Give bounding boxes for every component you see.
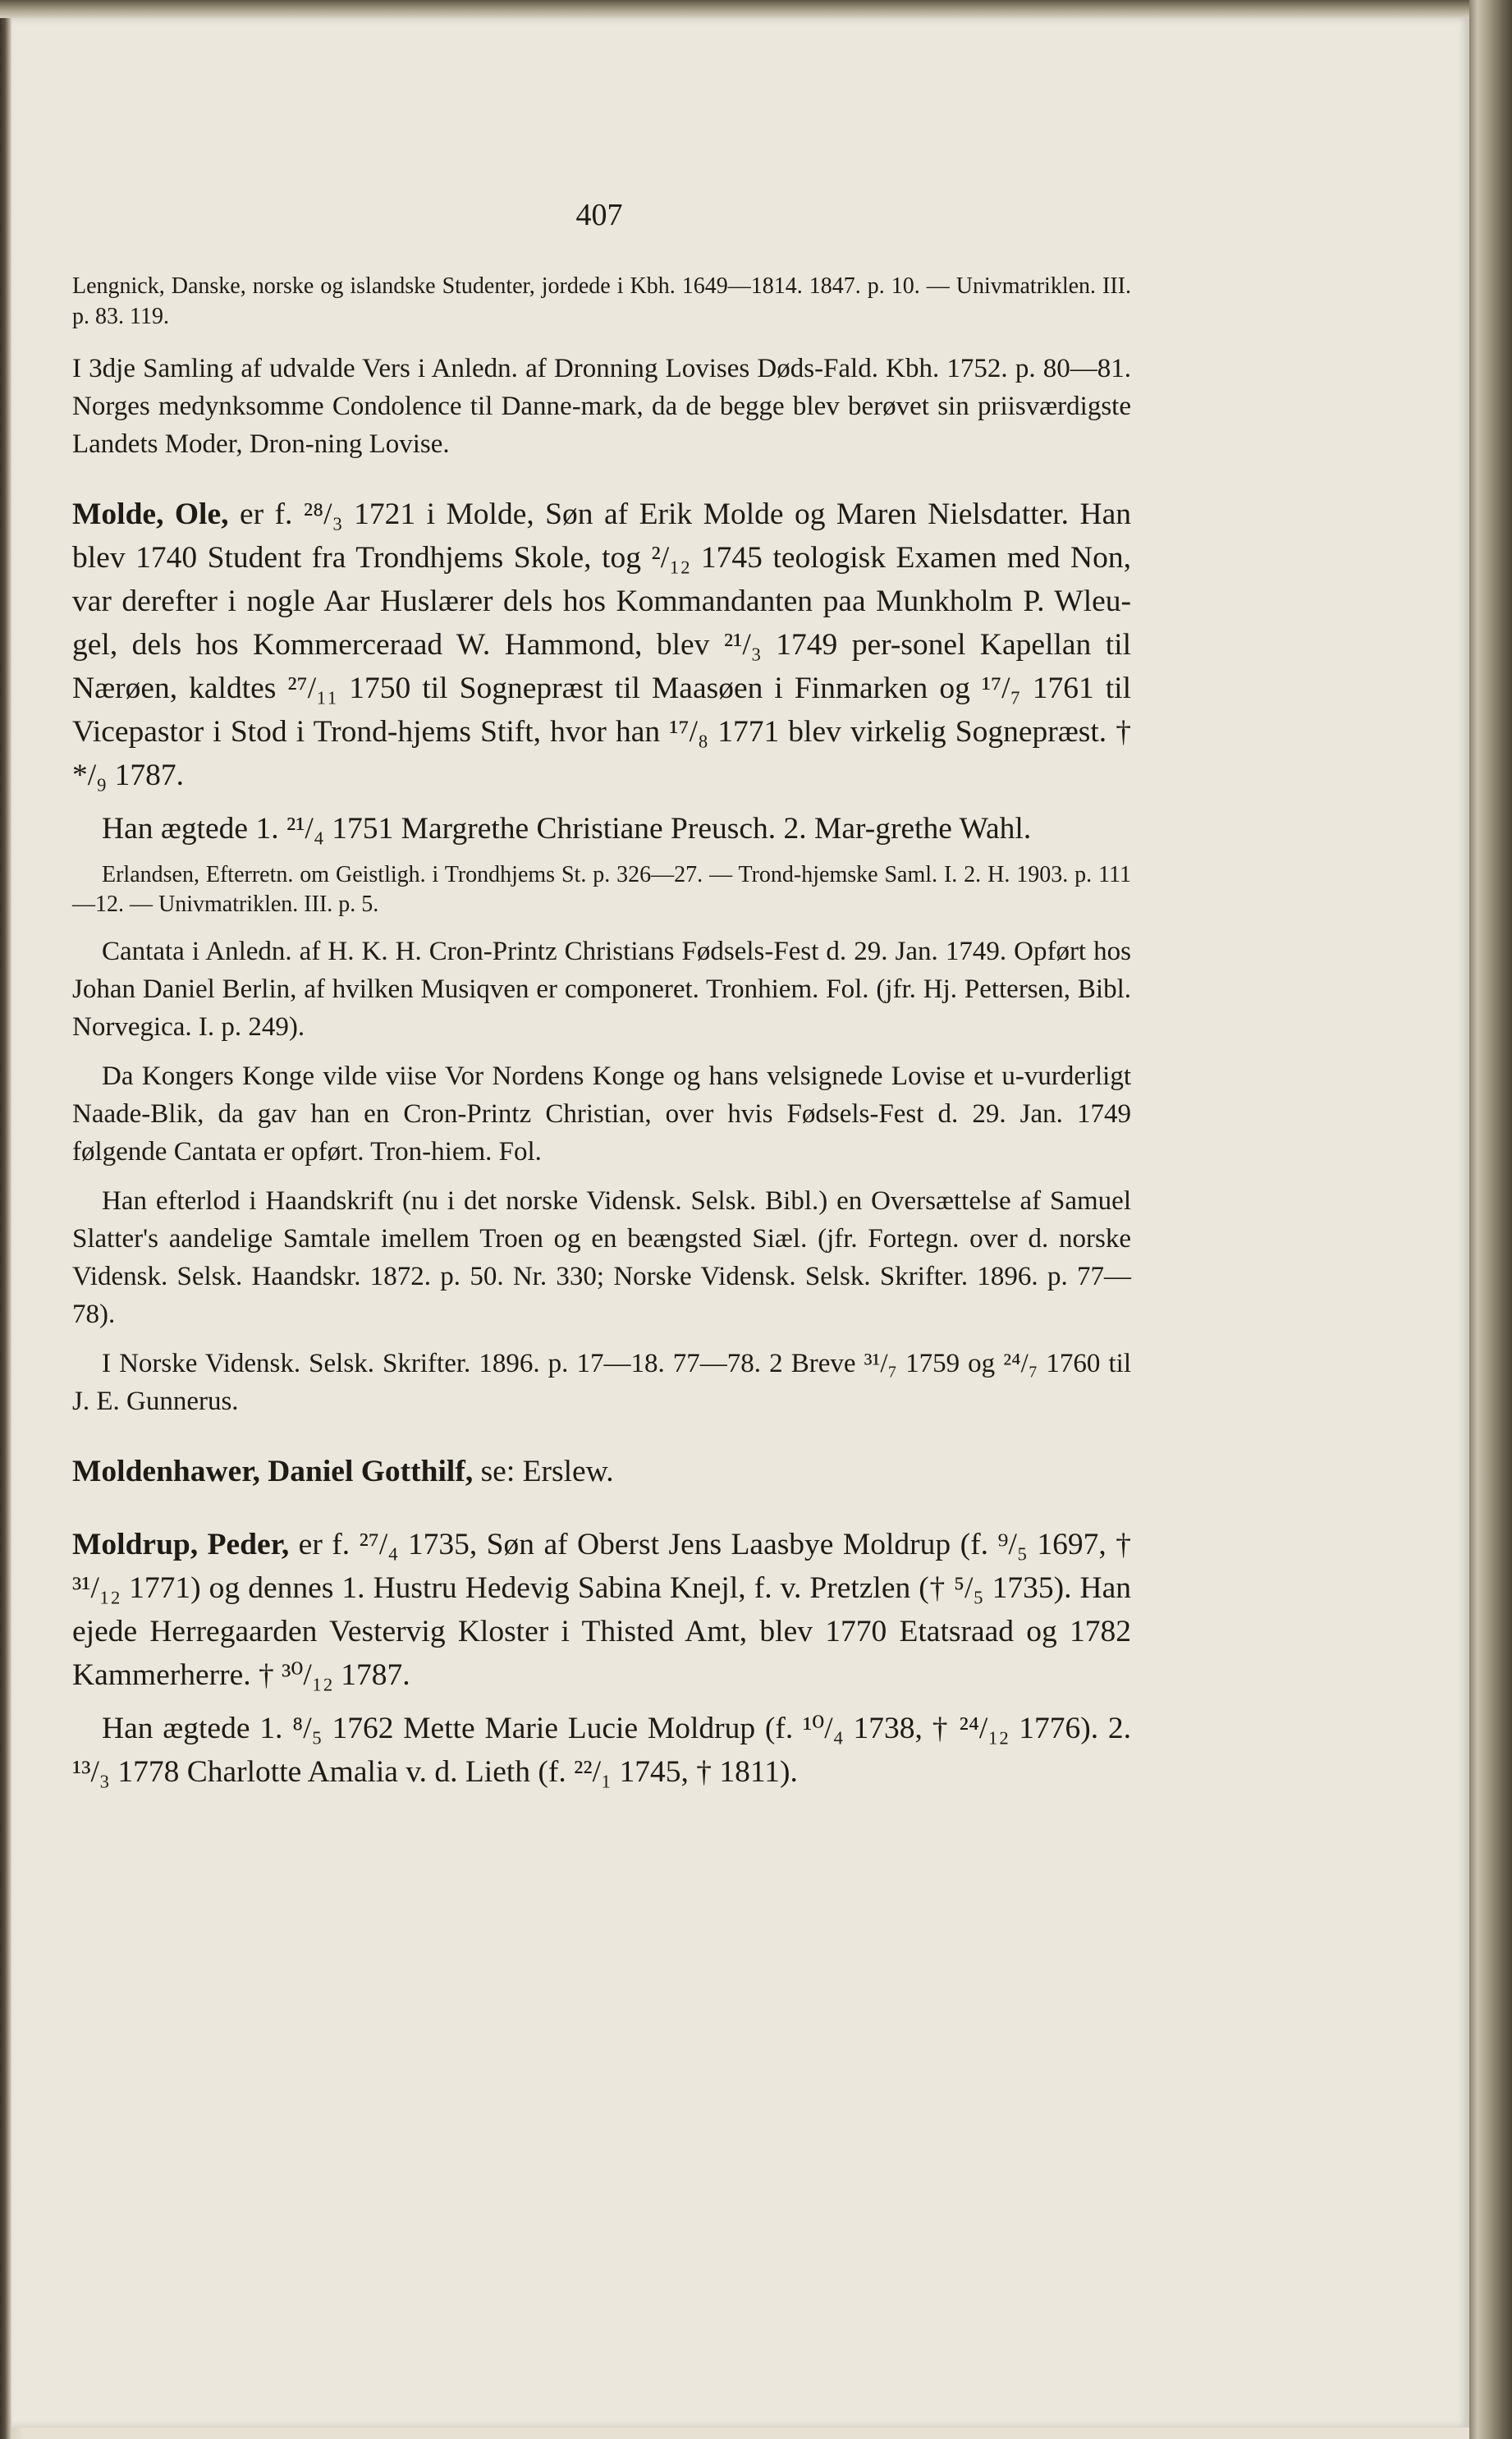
entry-moldenhawer (72, 1450, 1131, 1493)
page-number: 407 (575, 198, 623, 232)
work-da-kongers-konge: Da Kongers Konge vilde viise Vor Nordens Konge og hans velsignede Lovise et u-vurderligt Naade-Blik, da gav han en Cron-Printz Christian, over hvis Fødsels-Fest d. 29. Jan. 1749 følgende Cantata er opført. Tron-hiem. Fol. (72, 1061, 1131, 1167)
marriage-moldrup: Han ægtede 1. ⁸/₅ 1762 Mette Marie Lucie Moldrup (f. ¹⁰/₄ 1738, † ²⁴/₁₂ 1776). 2. ¹³/₃ 1778 Charlotte Amalia v. d. Lieth (f. ²²/₁ 1745, † 1811). (72, 1712, 1131, 1789)
entry-molde-ole (72, 493, 1131, 797)
reference-lengnick: Lengnick, Danske, norske og islandske Studenter, jordede i Kbh. 1649—1814. 1847. p. 10. — Univmatriklen. III. p. 83. 119. (72, 273, 1131, 329)
marriage-molde: Han ægtede 1. ²¹/₄ 1751 Margrethe Christiane Preusch. 2. Mar-grethe Wahl. (102, 812, 1032, 846)
page-right-edge (1469, 0, 1512, 2439)
reference-erlandsen: Erlandsen, Efterretn. om Geistligh. i Trondhjems St. p. 326—27. — Trond-hjemske Saml. I. 2. H. 1903. p. 111—12. — Univmatriklen. III. p. 5. (72, 862, 1131, 917)
entry-molde-ole-text: er f. ²⁸/₃ 1721 i Molde, Søn af Erik Molde og Maren Nielsdatter. Han blev 1740 Student fra Trondhjems Skole, tog ²/₁₂ 1745 teologisk Examen med Non, var derefter i nogle Aar Huslærer dels hos Kommandanten paa Munkholm P. Wleu-gel, dels hos Kommerceraad W. Hammond, blev ²¹/₃ 1749 per-sonel Kapellan til Nærøen, kaldtes ²⁷/₁₁ 1750 til Sognepræst til Maasøen i Finmarken og ¹⁷/₇ 1761 til Vicepastor i Stod i Trond-hjems Stift, hvor han ¹⁷/₈ 1771 blev virkelig Sognepræst. † */₉ 1787. (72, 497, 1131, 792)
work-samling: I 3dje Samling af udvalde Vers i Anledn. af Dronning Lovises Døds-Fald. Kbh. 1752. p. 80—81. Norges medynksomme Condolence til Danne-mark, da de begge blev berøvet sin priisværdigste Landets Moder, Dron-ning Lovise. (72, 354, 1131, 459)
headword-moldenhawer: Moldenhawer, Daniel Gotthilf, (72, 1455, 474, 1488)
work-cantata: Cantata i Anledn. af H. K. H. Cron-Printz Christians Fødsels-Fest d. 29. Jan. 1749. Opført hos Johan Daniel Berlin, af hvilken Musiqven er componeret. Tronhiem. Fol. (jfr. Hj. Pettersen, Bibl. Norvegica. I. p. 249). (72, 937, 1131, 1042)
entry-moldrup-peder (72, 1523, 1131, 1697)
page-top-edge (0, 0, 1512, 18)
entry-moldenhawer-text: se: Erslew. (473, 1455, 614, 1488)
letters-note: I Norske Vidensk. Selsk. Skrifter. 1896. p. 17—18. 77—78. 2 Breve ³¹/₇ 1759 og ²⁴/₇ 1760 til J. E. Gunnerus. (72, 1349, 1131, 1416)
headword-molde-ole: Molde, Ole, (72, 497, 229, 531)
manuscript-note: Han efterlod i Haandskrift (nu i det norske Vidensk. Selsk. Bibl.) en Oversættelse af Samuel Slatter's aandelige Samtale imellem Troen og en beængsted Siæl. (jfr. Fortegn. over d. norske Vidensk. Selsk. Haandskr. 1872. p. 50. Nr. 330; Norske Vidensk. Selsk. Skrifter. 1896. p. 77—78). (72, 1186, 1131, 1329)
entry-moldrup-peder-text: er f. ²⁷/₄ 1735, Søn af Oberst Jens Laasbye Moldrup (f. ⁹/₅ 1697, † ³¹/₁₂ 1771) og dennes 1. Hustru Hedevig Sabina Knejl, f. v. Pretzlen († ⁵/₅ 1735). Han ejede Herregaarden Vestervig Kloster i Thisted Amt, blev 1770 Etatsraad og 1782 Kammerherre. † ³⁰/₁₂ 1787. (72, 1528, 1131, 1692)
page-text (72, 271, 1131, 1804)
headword-moldrup-peder: Moldrup, Peder, (72, 1528, 290, 1561)
